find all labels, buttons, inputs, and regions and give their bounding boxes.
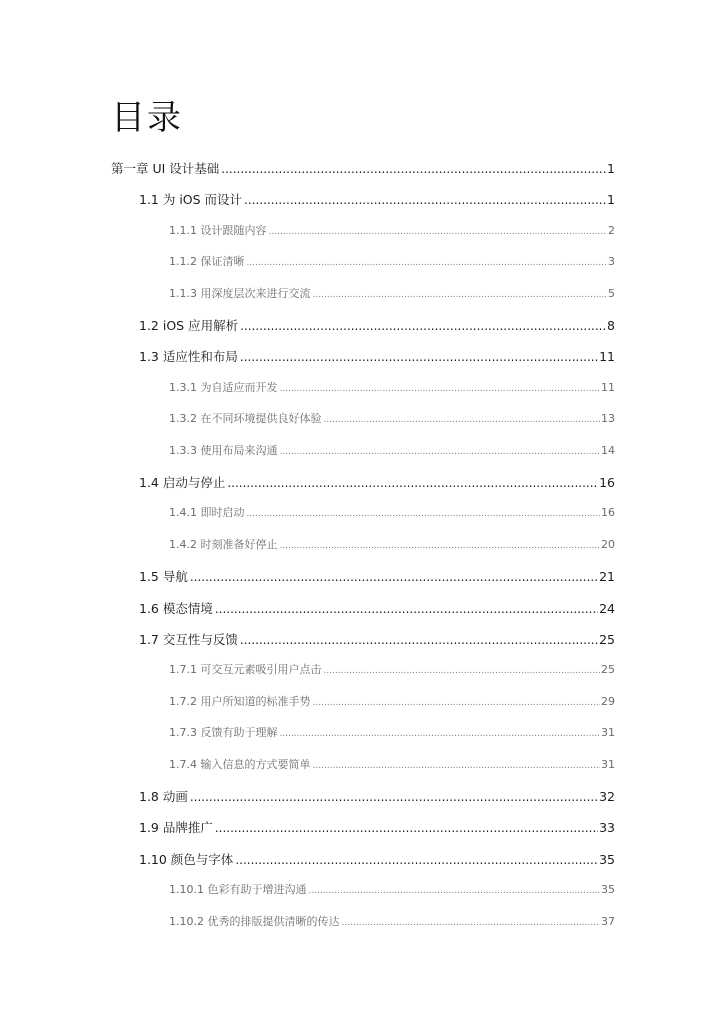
- toc-entry-label: 1.7 交互性与反馈: [139, 632, 238, 647]
- toc-entry-page-number: 5: [608, 286, 615, 300]
- toc-entry[interactable]: [139, 347, 615, 365]
- toc-entry[interactable]: [169, 536, 615, 552]
- toc-entry-page-number: 35: [601, 883, 615, 897]
- toc-entry[interactable]: [169, 693, 615, 709]
- page-title: 目录: [111, 98, 183, 138]
- toc-entry[interactable]: [139, 850, 615, 868]
- toc-entry-page-number: 8: [607, 318, 615, 333]
- toc-entry[interactable]: [169, 756, 615, 772]
- toc-entry-label: 1.4.2 时刻准备好停止: [169, 537, 278, 551]
- toc-entry-label: 1.6 模态情境: [139, 600, 213, 616]
- toc-entry-page-number: 16: [599, 475, 615, 490]
- toc-leader-dots: [190, 790, 598, 804]
- toc-entry[interactable]: [111, 159, 615, 177]
- toc-leader-dots: [280, 541, 601, 551]
- toc-entry[interactable]: [169, 881, 615, 897]
- toc-entry-label: 1.1.1 设计跟随内容: [169, 223, 267, 237]
- toc-entry-page-number: 24: [599, 600, 615, 616]
- toc-entry-label: 1.7.4 输入信息的方式要简单: [169, 757, 311, 771]
- toc-entry-label: 1.7.2 用户所知道的标准手势: [169, 694, 311, 708]
- toc-entry-label: 第一章 UI 设计基础: [111, 161, 220, 176]
- toc-entry-page-number: 25: [601, 663, 615, 677]
- toc-entry[interactable]: [169, 285, 615, 301]
- toc-entry-label: 1.3.3 使用布局来沟通: [169, 443, 278, 457]
- toc-entry[interactable]: [139, 190, 615, 208]
- toc-entry-label: 1.5 导航: [139, 569, 188, 585]
- toc-leader-dots: [227, 476, 598, 490]
- toc-entry-page-number: 31: [601, 726, 615, 740]
- toc-entry-page-number: 11: [599, 349, 615, 365]
- toc-leader-dots: [280, 729, 601, 739]
- toc-entry-page-number: 2: [608, 223, 615, 237]
- toc-leader-dots: [324, 415, 601, 425]
- toc-leader-dots: [240, 350, 598, 364]
- toc-entry[interactable]: [169, 379, 615, 395]
- toc-entry[interactable]: [169, 442, 615, 458]
- toc-entry[interactable]: [169, 913, 615, 929]
- toc-entry-label: 1.9 品牌推广: [139, 820, 213, 836]
- toc-entry-label: 1.1.2 保证清晰: [169, 255, 245, 269]
- toc-leader-dots: [240, 633, 598, 647]
- toc-entry-page-number: 25: [599, 632, 615, 647]
- toc-entry-label: 1.10.1 色彩有助于增进沟通: [169, 883, 307, 897]
- toc-entry[interactable]: [169, 724, 615, 740]
- toc-leader-dots: [235, 853, 598, 867]
- toc-leader-dots: [341, 918, 600, 928]
- toc-entry-label: 1.7.3 反馈有助于理解: [169, 726, 278, 740]
- toc-entry-label: 1.1 为 iOS 而设计: [139, 192, 243, 208]
- toc-entry-page-number: 11: [601, 380, 615, 394]
- toc-leader-dots: [313, 698, 601, 708]
- toc-entry-page-number: 20: [601, 537, 615, 551]
- toc-entry-label: 1.8 动画: [139, 789, 188, 804]
- toc-leader-dots: [215, 602, 598, 616]
- toc-entry-page-number: 37: [601, 914, 615, 928]
- toc-leader-dots: [308, 886, 600, 896]
- toc-leader-dots: [313, 761, 601, 771]
- toc-entry[interactable]: [169, 661, 615, 677]
- toc-leader-dots: [313, 290, 608, 300]
- toc-entry[interactable]: [169, 410, 615, 426]
- toc-entry-page-number: 31: [601, 757, 615, 771]
- toc-leader-dots: [280, 447, 601, 457]
- toc-entry[interactable]: [169, 253, 615, 269]
- toc-entry-page-number: 21: [599, 569, 615, 585]
- toc-entry[interactable]: [169, 504, 615, 520]
- toc-entry-page-number: 1: [607, 161, 615, 176]
- toc-entry-page-number: 3: [608, 255, 615, 269]
- toc-entry[interactable]: [139, 787, 615, 805]
- toc-entry[interactable]: [139, 599, 615, 617]
- toc-leader-dots: [280, 384, 601, 394]
- toc-entry-label: 1.3.1 为自适应而开发: [169, 380, 278, 394]
- toc-leader-dots: [244, 193, 606, 207]
- toc-entry[interactable]: [139, 630, 615, 648]
- toc-entry[interactable]: [169, 222, 615, 238]
- toc-leader-dots: [221, 162, 606, 176]
- toc-entry-label: 1.10 颜色与字体: [139, 851, 234, 867]
- toc-leader-dots: [247, 258, 608, 268]
- toc-entry[interactable]: [139, 473, 615, 491]
- toc-entry-page-number: 13: [601, 412, 615, 426]
- toc-entry-label: 1.3.2 在不同环境提供良好体验: [169, 412, 322, 426]
- toc-entry[interactable]: [139, 316, 615, 334]
- toc-leader-dots: [324, 666, 601, 676]
- toc-entry-page-number: 32: [599, 789, 615, 804]
- toc-entry-label: 1.2 iOS 应用解析: [139, 318, 239, 333]
- toc-entry-page-number: 14: [601, 443, 615, 457]
- toc-leader-dots: [269, 227, 608, 237]
- toc-entry-page-number: 33: [599, 820, 615, 836]
- toc-entry[interactable]: [139, 567, 615, 585]
- toc-entry-page-number: 35: [599, 851, 615, 867]
- toc-entry-label: 1.1.3 用深度层次来进行交流: [169, 286, 311, 300]
- toc-entry-label: 1.4.1 即时启动: [169, 506, 245, 520]
- toc-entry-page-number: 16: [601, 506, 615, 520]
- toc-entry-page-number: 1: [607, 192, 615, 208]
- toc-entry-label: 1.4 启动与停止: [139, 475, 226, 490]
- toc-leader-dots: [190, 570, 598, 584]
- toc-leader-dots: [240, 319, 606, 333]
- toc-entry-label: 1.3 适应性和布局: [139, 349, 238, 365]
- toc-entry[interactable]: [139, 818, 615, 836]
- toc-entry-label: 1.7.1 可交互元素吸引用户点击: [169, 663, 322, 677]
- toc-entry-page-number: 29: [601, 694, 615, 708]
- toc-leader-dots: [247, 509, 601, 519]
- toc-leader-dots: [215, 821, 598, 835]
- toc-entry-label: 1.10.2 优秀的排版提供清晰的传达: [169, 914, 340, 928]
